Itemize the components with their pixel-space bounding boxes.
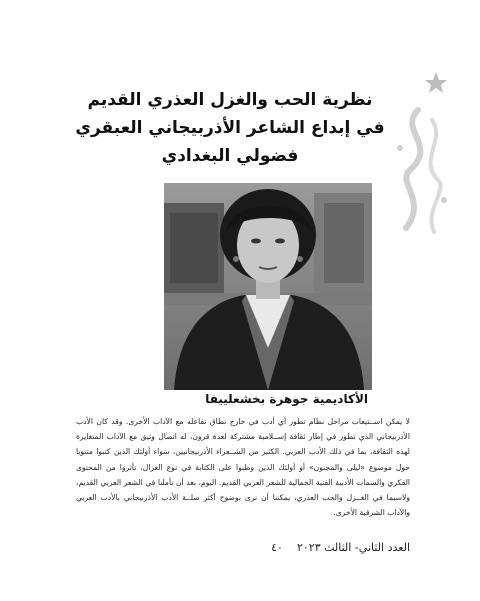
crescent-star-icon: [388, 50, 458, 240]
title-line-3: فضولي البغدادي: [161, 146, 299, 166]
author-photo: [164, 183, 372, 390]
page-footer: [250, 541, 410, 554]
author-name: الأكاديمية جوهرة بخشعلييفا: [205, 392, 368, 406]
title-line-2: في إبداع الشاعر الأذربيجاني العبقري: [75, 118, 385, 138]
author-portrait: [164, 183, 372, 390]
title-line-1: نظرية الحب والغزل العذري القديم: [87, 90, 373, 110]
issue-year: ٢٠٢٣: [296, 541, 321, 554]
article-title: [70, 86, 390, 170]
emblem-graphic: [388, 50, 458, 240]
issue-label: العدد الثاني- الثالث: [324, 541, 410, 554]
article-body: لا يمكن اســتيعاب مراحل نظام تطور أي أدب في خارج نطاق تفاعله مع الآداب الأخرى. وقد كان الأدب الأذربيجاني الذي تطور في إطار ثقافة إســلامية مشتركة لعدة قرون، له اتصال وثيق مع الآداب المتغايرة لهذه الثقافة، بما في ذلك الأدب العربي. الكثير من الشــعراء الأذربيجانيين، سواء أولئك الذين كتبوا متنويا حول موضوع «ليلى والمجنون» أو أولئك الذين وظبوا على الكتابة في نوع الغزال، تأثروا من المحتوى الفكري والسمات الأدبية الفنية الجمالية للشعر العربي القديم. اليوم، بعد أن تأملنا في الشعر العربي القديم، ولاسيما في الغــزل والحب العذري، يمكننا أن نرى بوضوح أكثر صلــة الأدب الأذربيجاني بالأدب العربي والآداب الشرقية الأخرى.: [76, 417, 410, 518]
page-number: ٤٠: [271, 541, 283, 554]
